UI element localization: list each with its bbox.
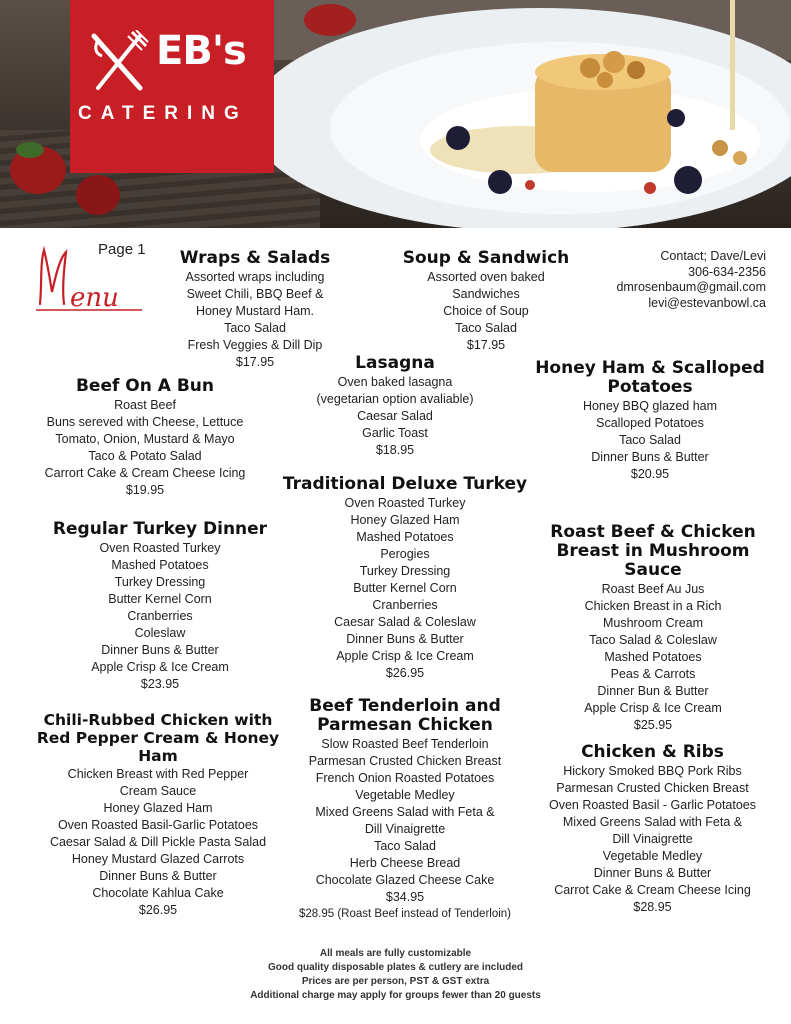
menu-item: Cream Sauce (119, 784, 197, 798)
section-title: Soup & Sandwich (402, 248, 570, 268)
contact-email-2: levi@estevanbowl.ca (648, 295, 766, 310)
menu-title-script (30, 244, 150, 316)
price: $25.95 (633, 718, 673, 732)
footer-note: Additional charge may apply for groups fewer than 20 guests (250, 990, 541, 1001)
section-title (533, 523, 773, 580)
menu-item: Dill Vinaigrette (364, 822, 446, 836)
menu-item: French Onion Roasted Potatoes (315, 771, 495, 785)
menu-item: (vegetarian option avaliable) (316, 392, 474, 406)
section-wraps-salads (160, 249, 350, 371)
svg-text:enu: enu (70, 283, 119, 313)
menu-item: Honey Glazed Ham (103, 801, 213, 815)
menu-item: Chocolate Kahlua Cake (92, 886, 224, 900)
menu-item: Cranberries (127, 609, 193, 623)
menu-item: Oven Roasted Basil-Garlic Potatoes (57, 818, 259, 832)
section-regular-turkey-dinner (40, 520, 280, 693)
contact-email-1: dmrosenbaum@gmail.com (616, 280, 766, 294)
menu-item: Dinner Buns & Butter (99, 869, 217, 883)
menu-item: Taco & Potato Salad (88, 449, 202, 463)
menu-item: Mashed Potatoes (604, 650, 702, 664)
menu-item: Butter Kernel Corn (108, 592, 212, 606)
menu-item: Sweet Chili, BBQ Beef & (186, 287, 324, 301)
section-title-line: Potatoes (607, 377, 693, 397)
menu-item: Choice of Soup (443, 304, 529, 318)
menu-item: Assorted oven baked (427, 270, 545, 284)
section-title-line: Chili-Rubbed Chicken with (43, 711, 273, 729)
menu-item: Carrort Cake & Cream Cheese Icing (44, 466, 246, 480)
menu-item: Roast Beef Au Jus (601, 582, 705, 596)
menu-item: Buns sereved with Cheese, Lettuce (46, 415, 244, 429)
menu-item: Taco Salad (224, 321, 286, 335)
price: $19.95 (125, 483, 165, 497)
menu-item: Roast Beef (114, 398, 176, 412)
alt-price: $28.95 (Roast Beef instead of Tenderloin) (298, 908, 512, 920)
menu-item: Caesar Salad & Coleslaw (334, 615, 476, 629)
menu-item: Sandwiches (452, 287, 520, 301)
menu-item: Oven baked lasagna (337, 375, 453, 389)
menu-item: Coleslaw (134, 626, 186, 640)
menu-item: Garlic Toast (362, 426, 428, 440)
menu-item: Fresh Veggies & Dill Dip (187, 338, 323, 352)
menu-item: Oven Roasted Turkey (344, 496, 466, 510)
section-traditional-deluxe-turkey (280, 475, 530, 682)
menu-item: Taco Salad (619, 433, 681, 447)
menu-item: Caesar Salad & Dill Pickle Pasta Salad (49, 835, 267, 849)
section-lasagna (300, 354, 490, 459)
price: $20.95 (630, 467, 670, 481)
menu-item: Dinner Buns & Butter (346, 632, 464, 646)
menu-item: Chocolate Glazed Cheese Cake (315, 873, 495, 887)
price: $18.95 (375, 443, 415, 457)
menu-item: Assorted wraps including (185, 270, 325, 284)
section-title-line: Breast in Mushroom Sauce (556, 541, 750, 580)
menu-item: Turkey Dressing (359, 564, 451, 578)
contact-phone: 306-634-2356 (688, 264, 766, 279)
menu-item: Oven Roasted Turkey (99, 541, 221, 555)
menu-item: Honey Mustard Glazed Carrots (71, 852, 245, 866)
menu-item: Slow Roasted Beef Tenderloin (321, 737, 489, 751)
menu-item: Dinner Buns & Butter (591, 450, 709, 464)
menu-item: Herb Cheese Bread (349, 856, 461, 870)
price: $17.95 (466, 338, 506, 352)
footer-note: Prices are per person, PST & GST extra (301, 976, 490, 987)
section-chili-rubbed-chicken (18, 711, 298, 919)
footer-note: Good quality disposable plates & cutlery are included (267, 962, 524, 973)
menu-item: Caesar Salad (357, 409, 433, 423)
section-title-line: Roast Beef & Chicken (550, 522, 756, 542)
menu-item: Dill Vinaigrette (612, 832, 693, 846)
menu-item: Parmesan Crusted Chicken Breast (556, 781, 749, 795)
price: $28.95 (633, 900, 672, 914)
section-title: Traditional Deluxe Turkey (282, 474, 528, 494)
menu-item: Taco Salad (374, 839, 436, 853)
menu-item: Vegetable Medley (355, 788, 455, 802)
price: $26.95 (138, 903, 178, 917)
menu-item: Honey BBQ glazed ham (582, 399, 718, 413)
brand-tagline: CATERING (78, 103, 248, 124)
menu-item: Mixed Greens Salad with Feta & (315, 805, 495, 819)
section-title: Lasagna (355, 353, 435, 373)
menu-item: Apple Crisp & Ice Cream (584, 701, 722, 715)
price: $26.95 (385, 666, 425, 680)
section-beef-on-a-bun (30, 377, 260, 499)
section-title: Wraps & Salads (179, 248, 331, 268)
menu-item: Carrot Cake & Cream Cheese Icing (554, 883, 751, 897)
menu-item: Taco Salad (455, 321, 517, 335)
menu-item: Vegetable Medley (602, 849, 703, 863)
menu-item: Dinner Buns & Butter (593, 866, 712, 880)
section-title: Chicken & Ribs (581, 742, 724, 762)
footer-notes (0, 947, 791, 1003)
hero-photo (0, 0, 791, 228)
section-title: Regular Turkey Dinner (52, 519, 268, 539)
section-title: Beef On A Bun (75, 376, 215, 396)
section-soup-sandwich (396, 249, 576, 354)
section-title-line: Red Pepper Cream & Honey Ham (36, 729, 280, 765)
contact-block (616, 249, 766, 311)
menu-item: Apple Crisp & Ice Cream (91, 660, 229, 674)
menu-item: Parmesan Crusted Chicken Breast (308, 754, 502, 768)
menu-item: Apple Crisp & Ice Cream (336, 649, 474, 663)
price: $23.95 (140, 677, 180, 691)
menu-item: Oven Roasted Basil - Garlic Potatoes (548, 798, 757, 812)
menu-item: Turkey Dressing (114, 575, 206, 589)
menu-item: Tomato, Onion, Mustard & Mayo (55, 432, 235, 446)
page-label: Page 1 (98, 241, 146, 258)
section-beef-tenderloin (290, 697, 520, 923)
price: $34.95 (385, 890, 425, 904)
contact-label: Contact; Dave/Levi (660, 249, 766, 263)
menu-item: Chicken Breast in a Rich (584, 599, 722, 613)
menu-item: Mushroom Cream (602, 616, 704, 630)
menu-item: Honey Glazed Ham (350, 513, 460, 527)
menu-item: Chicken Breast with Red Pepper (67, 767, 249, 781)
menu-item: Mashed Potatoes (111, 558, 209, 572)
section-honey-ham (535, 359, 765, 483)
price: $17.95 (235, 355, 275, 369)
section-roast-beef-chicken (533, 523, 773, 734)
section-title (290, 697, 520, 735)
footer-note: All meals are fully customizable (319, 948, 472, 959)
menu-item: Perogies (380, 547, 430, 561)
menu-item: Mashed Potatoes (356, 530, 454, 544)
menu-item: Mixed Greens Salad with Feta & (562, 815, 743, 829)
section-title-line: Beef Tenderloin and (309, 696, 501, 716)
section-title-line: Parmesan Chicken (317, 715, 493, 735)
menu-item: Scalloped Potatoes (596, 416, 704, 430)
menu-item: Dinner Bun & Butter (597, 684, 709, 698)
menu-item: Hickory Smoked BBQ Pork Ribs (563, 764, 742, 778)
section-title (535, 359, 765, 397)
menu-item: Cranberries (372, 598, 438, 612)
fork-knife-icon (88, 30, 150, 94)
menu-item: Dinner Buns & Butter (101, 643, 219, 657)
section-title (18, 711, 298, 765)
section-title-line: Honey Ham & Scalloped (535, 358, 765, 378)
logo (70, 0, 274, 173)
menu-item: Butter Kernel Corn (353, 581, 457, 595)
menu-item: Peas & Carrots (610, 667, 696, 681)
section-chicken-ribs (540, 743, 765, 916)
menu-item: Taco Salad & Coleslaw (589, 633, 717, 647)
menu-item: Honey Mustard Ham. (195, 304, 315, 318)
brand-name: EB's (156, 28, 246, 74)
